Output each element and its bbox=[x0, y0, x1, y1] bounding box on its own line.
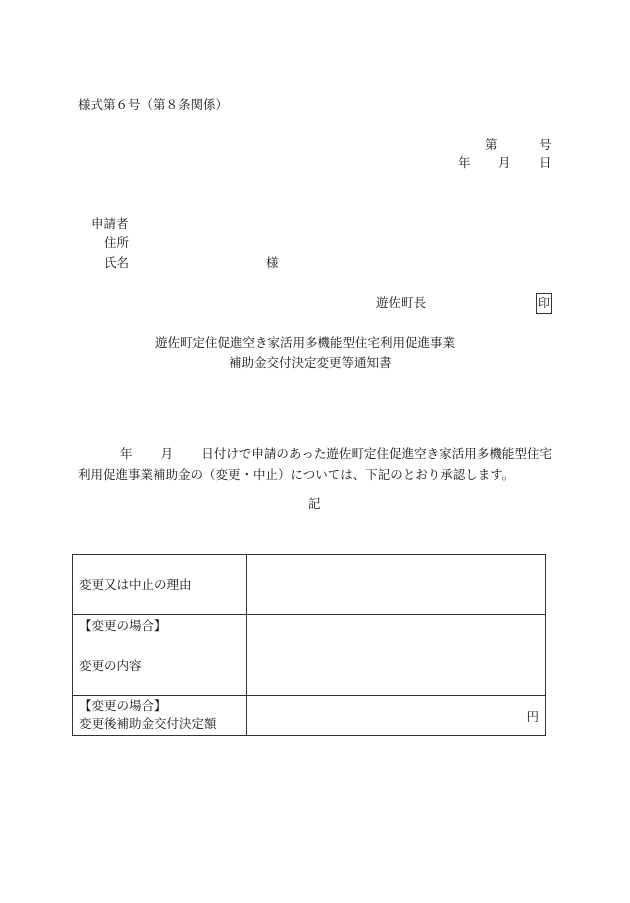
document-title-line2: 補助金交付決定変更等通知書 bbox=[229, 355, 392, 370]
document-title-line1: 遊佐町定住促進空き家活用多機能型住宅利用促進事業 bbox=[155, 335, 456, 350]
honorific: 様 bbox=[266, 255, 279, 270]
table-row-amount bbox=[73, 696, 546, 736]
form-number: 様式第６号（第８条関係） bbox=[78, 97, 229, 112]
content-label: 変更の内容 bbox=[79, 658, 142, 673]
content-label-cell bbox=[73, 615, 247, 696]
content-note: 【変更の場合】 bbox=[79, 618, 167, 633]
body-tsuki: 月 bbox=[160, 446, 174, 461]
date-tsuki: 月 bbox=[498, 155, 511, 170]
reason-value-cell bbox=[247, 555, 546, 615]
date-nen: 年 bbox=[458, 155, 471, 170]
amount-value-cell bbox=[247, 696, 546, 736]
applicant-heading: 申請者 bbox=[91, 216, 129, 231]
seal-stamp: 印 bbox=[536, 293, 552, 314]
body-text: 日付けで申請のあった遊佐町定住促進空き家活用多機能型住宅利用促進事業補助金の（変更・中止）については、下記のとおり承認します。 bbox=[78, 446, 552, 482]
body-paragraph bbox=[78, 444, 552, 485]
content-value-cell bbox=[247, 615, 546, 696]
name-label: 氏名 bbox=[104, 255, 130, 270]
amount-label-cell bbox=[73, 696, 247, 736]
table-row-content bbox=[73, 615, 546, 696]
ki-label: 記 bbox=[308, 496, 321, 511]
doc-number-dai: 第 bbox=[485, 137, 498, 152]
body-nen: 年 bbox=[120, 446, 133, 461]
doc-number-gou: 号 bbox=[539, 137, 552, 152]
table-row-reason bbox=[73, 555, 546, 615]
amount-note: 【変更の場合】 bbox=[79, 698, 167, 713]
reason-label-cell bbox=[73, 555, 247, 615]
address-label: 住所 bbox=[104, 235, 130, 250]
amount-unit: 円 bbox=[526, 708, 539, 724]
date-hi: 日 bbox=[539, 155, 552, 170]
details-table bbox=[72, 554, 546, 736]
issuer-title: 遊佐町長 bbox=[376, 295, 427, 310]
reason-label: 変更又は中止の理由 bbox=[79, 576, 192, 592]
amount-label: 変更後補助金交付決定額 bbox=[79, 716, 217, 731]
